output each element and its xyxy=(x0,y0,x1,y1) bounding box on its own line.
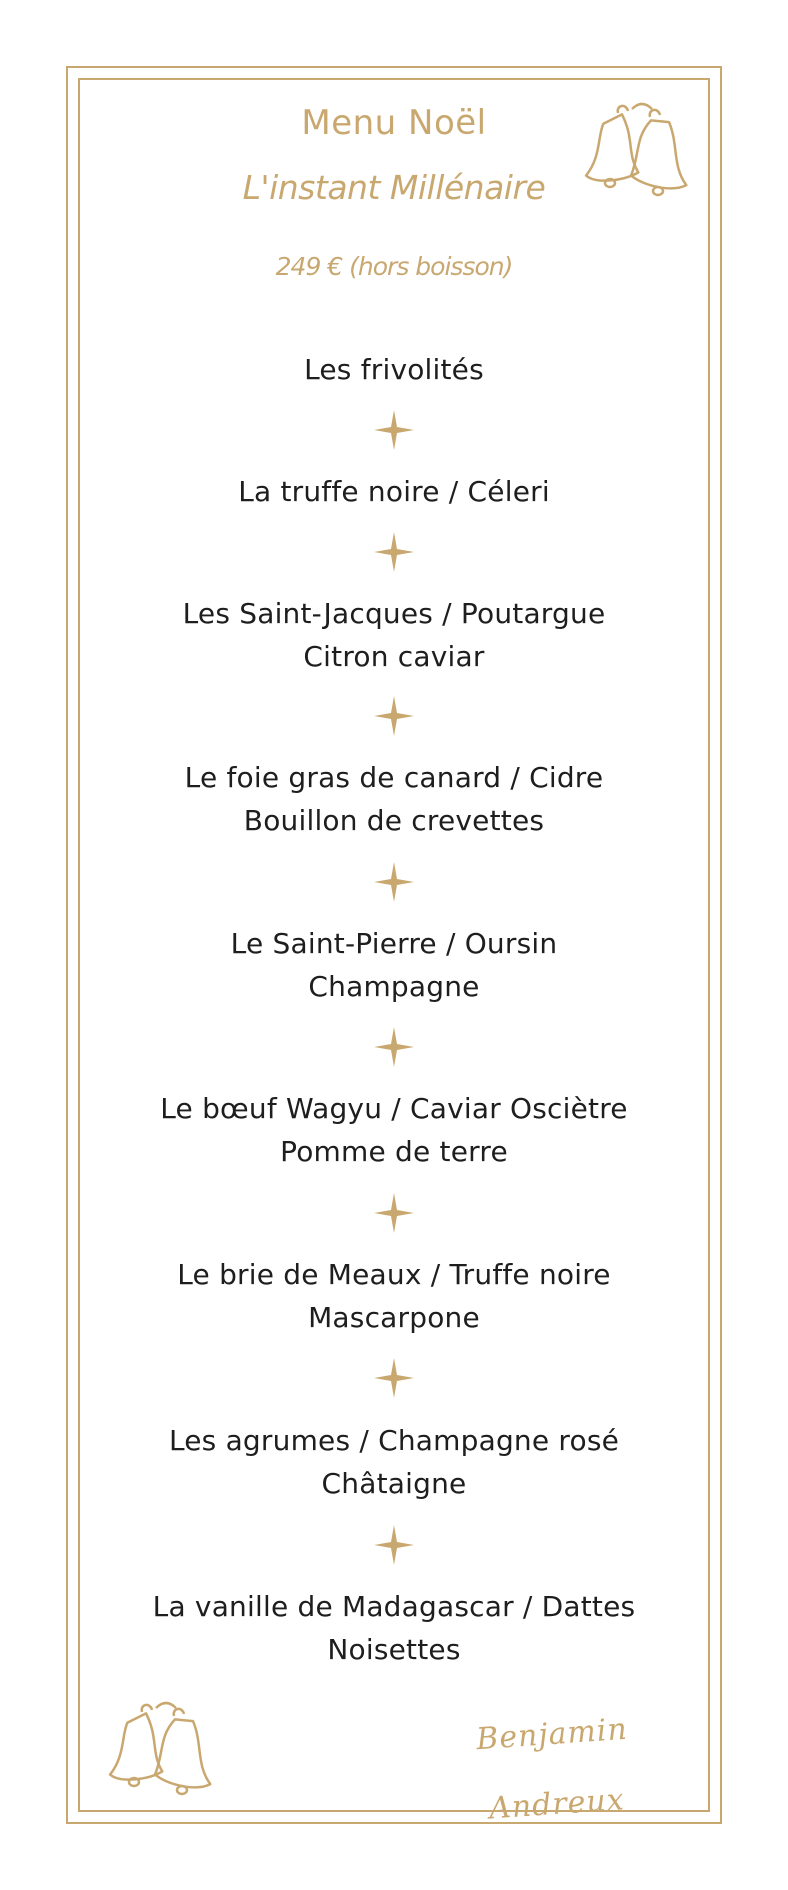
menu-price: 249 € (hors boisson) xyxy=(275,252,513,281)
course-item: La vanille de Madagascar / Dattes Noisettes xyxy=(152,1590,636,1666)
four-point-star-icon xyxy=(372,694,416,738)
menu-title: Menu Noël xyxy=(301,103,487,143)
course-item: Les Saint-Jacques / Poutargue Citron caviar xyxy=(182,597,606,673)
four-point-star-icon xyxy=(372,1191,416,1235)
course-item: La truffe noire / Céleri xyxy=(238,475,550,508)
course-item: Les frivolités xyxy=(304,353,484,386)
four-point-star-icon xyxy=(372,408,416,452)
chef-signature: Benjamin Andreux xyxy=(475,1711,629,1827)
four-point-star-icon xyxy=(372,860,416,904)
christmas-bells-icon xyxy=(94,1694,234,1804)
four-point-star-icon xyxy=(372,1025,416,1069)
four-point-star-icon xyxy=(372,530,416,574)
course-item: Le bœuf Wagyu / Caviar Osciètre Pomme de terre xyxy=(160,1092,628,1168)
four-point-star-icon xyxy=(372,1356,416,1400)
menu-subtitle: L'instant Millénaire xyxy=(242,168,546,207)
course-item: Les agrumes / Champagne rosé Châtaigne xyxy=(168,1424,620,1500)
course-item: Le brie de Meaux / Truffe noire Mascarpone xyxy=(177,1258,611,1334)
course-item: Le foie gras de canard / Cidre Bouillon de crevettes xyxy=(184,761,604,837)
course-item: Le Saint-Pierre / Oursin Champagne xyxy=(230,927,558,1003)
four-point-star-icon xyxy=(372,1523,416,1567)
